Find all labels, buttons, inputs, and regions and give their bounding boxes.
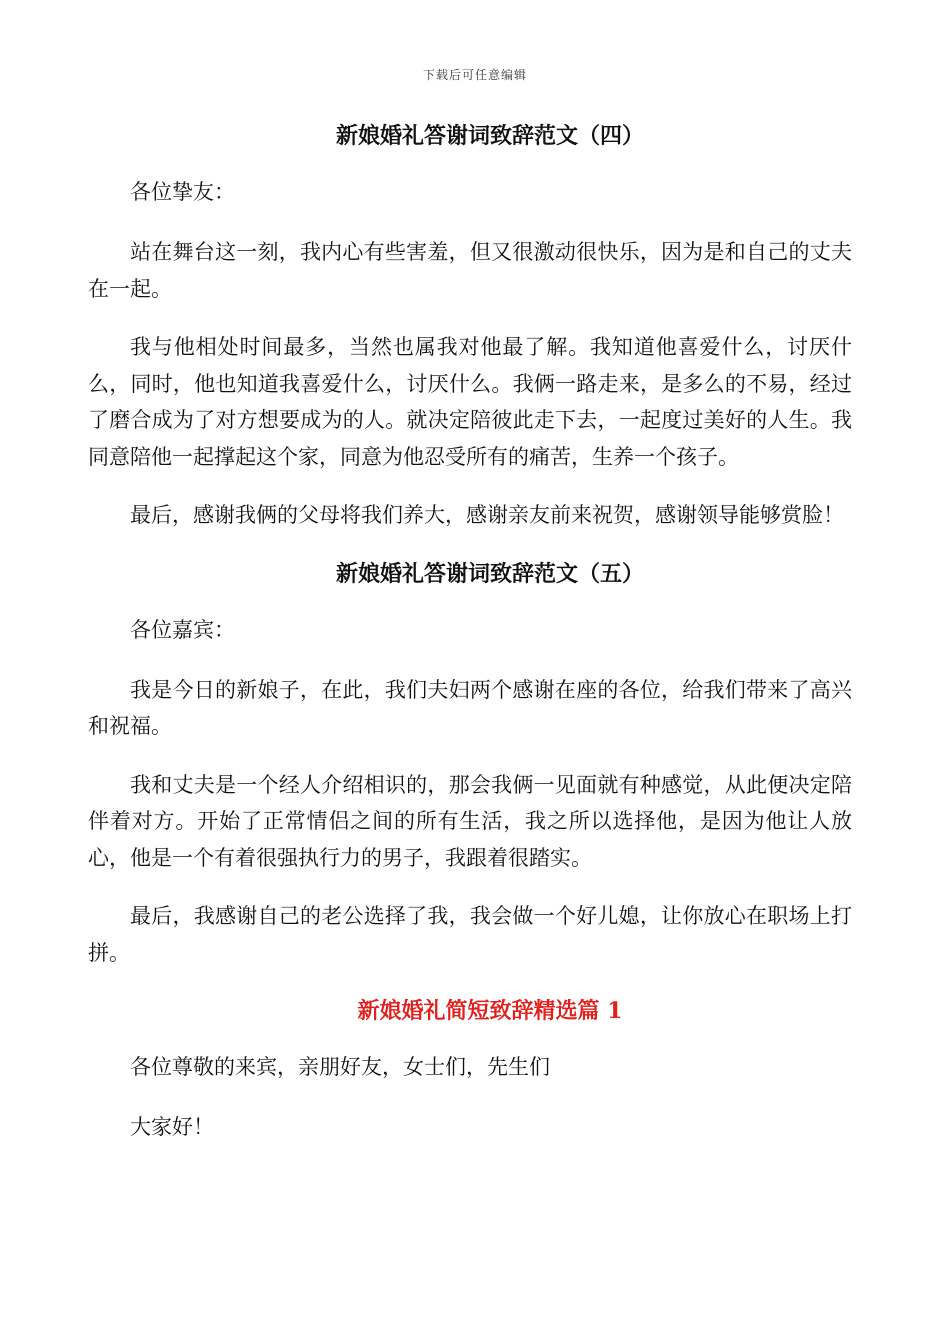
paragraph: 站在舞台这一刻，我内心有些害羞，但又很激动很快乐，因为是和自己的丈夫在一起。 [88, 240, 852, 301]
paragraph: 最后，我感谢自己的老公选择了我，我会做一个好儿媳，让你放心在职场上打拼。 [88, 904, 852, 965]
paragraph: 最后，感谢我俩的父母将我们养大，感谢亲友前来祝贺，感谢领导能够赏脸！ [130, 503, 844, 527]
paragraph: 我和丈夫是一个经人介绍相识的，那会我俩一见面就有种感觉，从此便决定陪伴着对方。开始了正常情侣之间的所有生活，我之所以选择他，是因为他让人放心，他是一个有着很强执行力的男子，我跟着很踏实。 [88, 772, 852, 870]
paragraph: 我与他相处时间最多，当然也属我对他最了解。我知道他喜爱什么，讨厌什么，同时，他也知道我喜爱什么，讨厌什么。我俩一路走来，是多么的不易，经过了磨合成为了对方想要成为的人。就决定陪彼此走下去，一起度过美好的人生。我同意陪他一起撑起这个家，同意为他忍受所有的痛苦，生养一个孩子。 [88, 335, 852, 469]
greeting: 各位嘉宾： [130, 617, 235, 642]
document-body [88, 118, 852, 1169]
greeting: 各位挚友： [130, 180, 235, 204]
greeting: 各位尊敬的来宾，亲朋好友，女士们，先生们 [130, 1055, 550, 1079]
section-title: 新娘婚礼答谢词致辞范文（四） [335, 123, 644, 149]
section-4 [88, 118, 852, 534]
paragraph: 我是今日的新娘子，在此，我们夫妇两个感谢在座的各位，给我们带来了高兴和祝福。 [88, 677, 852, 738]
section-title: 新娘婚礼答谢词致辞范文（五） [335, 560, 644, 587]
section-title-highlight: 新娘婚礼简短致辞精选篇 1 [357, 998, 623, 1024]
paragraph: 大家好！ [130, 1115, 214, 1139]
section-5 [88, 556, 852, 972]
page-header-note: 下载后可任意编辑 [422, 68, 527, 82]
section-short-speech [88, 993, 852, 1145]
